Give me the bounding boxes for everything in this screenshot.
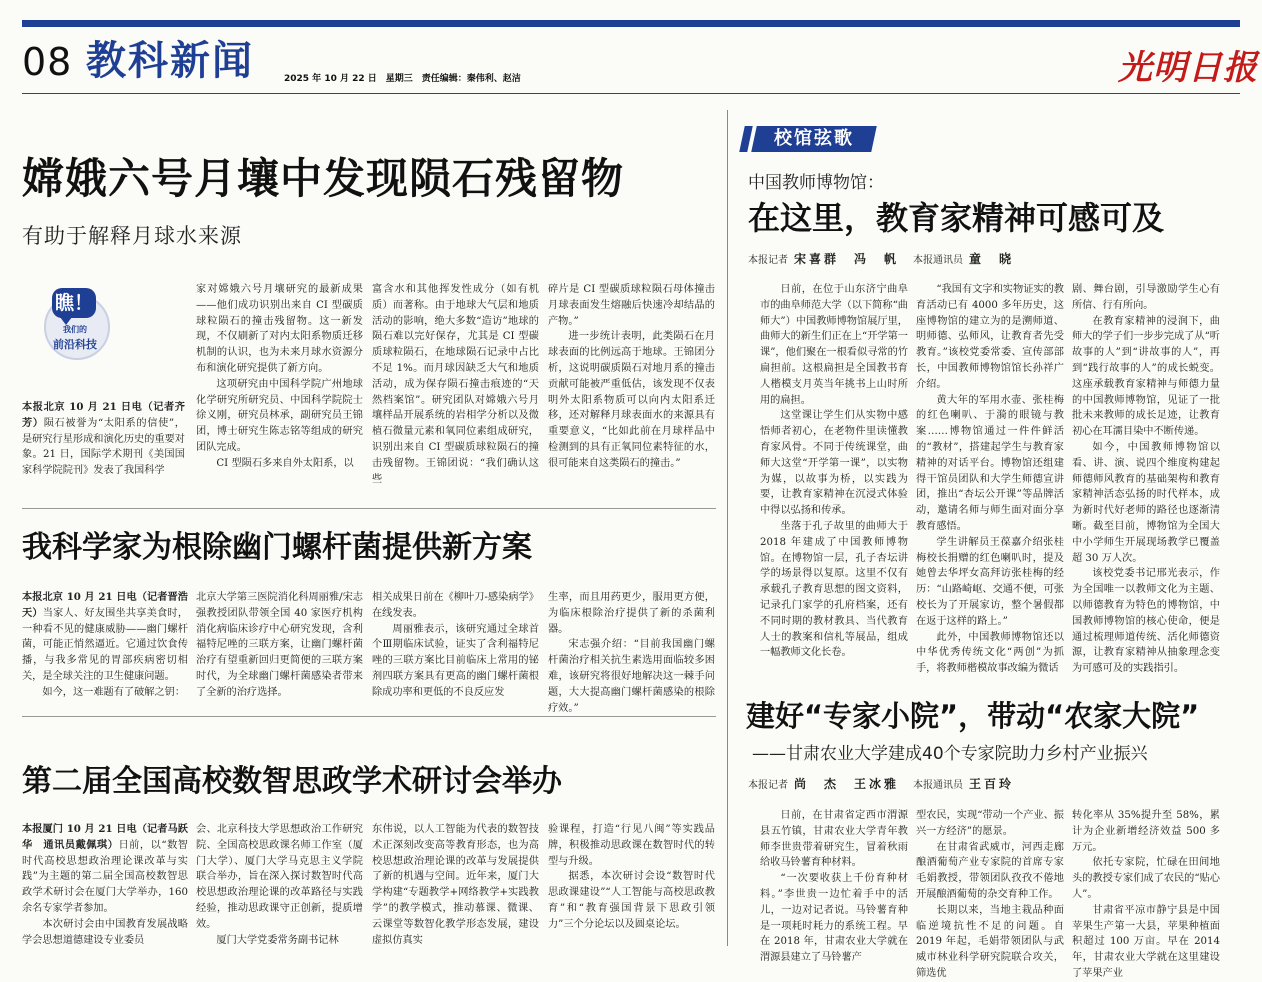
article5-col3 <box>1072 808 1220 979</box>
article4-kicker: 中国教师博物馆： <box>748 173 884 193</box>
paragraph: 验课程，打造“行见八闽”等实践品牌，积极推动思政课在数智时代的转型与升级。 <box>548 824 715 867</box>
paragraph: 北京大学第三医院消化科周丽雅/宋志强教授团队带领全国 40 家医疗机构消化病临床诊疗中心研究发现，含利福特尼唑的三联方案，让幽门螺杆菌治疗有望重新回归更简便的三联方案时代，为全球幽门螺杆菌感染者带来了全新的治疗选择。 <box>196 592 363 698</box>
paragraph: 依托专家院，忙碌在田间地头的教授专家们成了农民的“贴心人”。 <box>1072 857 1220 900</box>
badge-speech-bubble: 瞧！ <box>52 288 96 318</box>
article2-headline: 我科学家为根除幽门螺杆菌提供新方案 <box>22 530 532 565</box>
newspaper-masthead: 光明日报 <box>1118 48 1258 88</box>
page-number: 08 <box>22 40 73 84</box>
column-tag <box>742 124 890 154</box>
article1-headline: 嫦娥六号月壤中发现陨石残留物 <box>22 154 625 203</box>
paragraph: 长期以来，当地主栽品种面临逆境抗性不足的问题。自 2019 年起，毛娟带领团队与武威市林业科学研究院联合攻关，筛选优 <box>916 904 1064 979</box>
paragraph: 东伟说，以人工智能为代表的数智技术正深刻改变高等教育形态，也为高校思想政治理论课的改革与发展提供了新的机遇与空间。近年来，厦门大学构建“专题教学+网络教学+实践教学”的教学模式，推动慕课、微课、云课堂等数智化教学形态发展，建设虚拟仿真实 <box>372 824 539 946</box>
paragraph: 本报厦门 10 月 21 日电（记者马跃华 通讯员戴佩琪）日前，以“数智时代高校思想政治理论课改革与实践”为主题的第二届全国高校数智思政学术研讨会在厦门大学举办，160 余名专家学者参加。 <box>22 823 188 914</box>
paragraph: 在甘肃省武威市，河西走廊酿酒葡萄产业专家院的首席专家毛娟教授，带领团队孜孜不倦地开展酿酒葡萄的杂交育种工作。 <box>916 841 1064 900</box>
paragraph: 黄大年的军用水壶、张桂梅的红色喇叭、于漪的眼镜与教案……博物馆通过一件件鲜活的“教材”，搭建起学生与教育家精神的对话平台。博物馆还组建得干馆员团队和大学生师德宣讲团，推出“杏坛公开课”等品牌活动，邀请名师与师生面对面分享教育感悟。 <box>916 394 1064 532</box>
article4-byline: 本报记者 宋喜群 冯 帆 本报通讯员 童 晓 <box>748 252 1015 266</box>
header-divider <box>22 93 1240 94</box>
article2-col1 <box>22 590 188 710</box>
article4-col3 <box>1072 282 1220 675</box>
paragraph: 在教育家精神的浸润下，曲师大的学子们一步步完成了从“听故事的人”到“讲故事的人”，再到“践行故事的人”的成长蜕变。这座承载教育家精神与师德力量的中国教师博物馆，见证了一批批未来教师的成长足迹，让教育初心在耳濡目染中不断传递。 <box>1072 315 1220 438</box>
article5-headline: 建好“专家小院”，带动“农家大院” <box>746 699 1200 733</box>
paragraph: 据悉，本次研讨会设“数智时代思政课建设”“人工智能与高校思政教育”和“教育强国背景下思政引领力”三个分论坛以及圆桌论坛。 <box>548 871 715 930</box>
paragraph: “我国有文字和实物证实的教育活动已有 4000 多年历史，这座博物馆的建立为的是溯师道、明师德、弘师风，让教育者先受教育。”该校党委常委、宣传部部长，中国教师博物馆馆长孙祥广介绍。 <box>916 284 1064 390</box>
paragraph: 学生讲解员王葆嘉介绍张桂梅校长捐赠的红色喇叭时，提及她曾去华坪女高拜访张桂梅的经历：“山路崎岖、交通不便，可张校长为了开展家访，整个暑假都在返于这样的路上。” <box>916 536 1064 627</box>
divider <box>22 508 716 509</box>
article1-col4 <box>548 282 715 492</box>
article3-col3 <box>372 822 539 946</box>
paragraph: 周丽雅表示，该研究通过全球首个Ⅲ期临床试验，证实了含利福特尼唑的三联方案比目前临床上常用的铋剂四联方案具有更高的幽门螺杆菌根除成功率和更低的不良反应发 <box>372 623 539 698</box>
paragraph: 会、北京科技大学思想政治工作研究院、全国高校思政课名师工作室（厦门大学）、厦门大学马克思主义学院联合举办，旨在深入探讨数智时代高校思想政治理论课的改革路径与实践经验，推动思政课守正创新，提质增效。 <box>196 824 363 930</box>
article1-col1 <box>22 400 185 490</box>
paragraph: 厦门大学党委常务副书记林 <box>216 934 339 946</box>
article2-col3 <box>372 590 539 710</box>
paragraph: “一次要收获上千份育种材料。”李世贵一边忙着手中的活儿，一边对记者说。马铃薯育种是一项耗时耗力的系统工程。早在 2018 年，甘肃农业大学就在渭源县建立了马铃薯产 <box>760 873 908 964</box>
article1-subtitle: 有助于解释月球水来源 <box>22 224 242 248</box>
paragraph: 本报北京 10 月 21 日电（记者齐芳）陨石被誉为“太阳系的信使”，是研究行星形成和演化历史的重要对象。21 日，国际学术期刊《美国国家科学院院刊》发表了我国科学 <box>22 401 185 477</box>
paragraph: 如今，中国教师博物馆以看、讲、演、说四个维度构建起师德师风教育的基础架构和教育家精神活态弘扬的时代样本，成为新时代好老师的路径也逐渐清晰。截至目前，博物馆为全国大中小学师生开展现场教学已覆盖超 30 万人次。 <box>1072 441 1220 564</box>
paragraph: 此外，中国教师博物馆还以中华优秀传统文化“两创”为抓手，将教师楷模故事改编为微话 <box>916 631 1064 675</box>
article4-col2 <box>916 282 1064 675</box>
paragraph: 这项研究由中国科学院广州地球化学研究所研究员、中国科学院院士徐义刚，研究员林承，副研究员王锦团，博士研究生陈志铭等组成的研究团队完成。 <box>196 378 363 453</box>
article1-col2 <box>196 282 363 492</box>
paragraph: 本报北京 10 月 21 日电（记者晋浩天）当家人、好友围坐共享美食时，一种看不见的健康威胁——幽门螺杆菌，可能正悄然逼近。它通过饮食传播，与我多常见的胃部疾病密切相关，是全球关注的卫生健康问题。 <box>22 591 189 682</box>
article3-col4 <box>548 822 715 946</box>
article3-headline: 第二届全国高校数智思政学术研讨会举办 <box>22 764 562 799</box>
paragraph: 本次研讨会由中国教育发展战略学会思想道德建设专业委员 <box>22 918 188 946</box>
article4-col1 <box>760 282 908 659</box>
top-rule-bar <box>22 20 1240 27</box>
paragraph: 富含水和其他挥发性成分（如有机质）而著称。由于地球大气层和地质活动的影响，绝大多数“造访”地球的陨石难以完好保存，尤其是 CI 型碳质球粒陨石，在地球陨石记录中占比不足 1%。而月球因缺乏大气和地质活动，成为保存陨石撞击痕迹的“天然档案馆”。研究团队对嫦娥六号月壤样品开展系统的岩相学分析以及微植石微量元素和氧同位素组成研究，识别出来自 CI 型碳质球粒陨石的撞击残留物。王锦团说：“我们确认这些 <box>372 284 539 485</box>
article2-col4 <box>548 590 715 714</box>
badge-line2: 前沿科技 <box>53 338 97 351</box>
paragraph: 如今，这一难题有了破解之钥： <box>42 686 186 698</box>
article5-col2 <box>916 808 1064 979</box>
badge-line1: 我们的 <box>63 325 87 334</box>
tag-accent-bar <box>739 126 753 152</box>
paragraph: 坐落于孔子故里的曲师大于 2018 年建成了中国教师博物馆。在博物馆一层，孔子杏坛讲学的场景得以复原。这里不仅有承载孔子教育思想的图文资料，记录孔门家学的孔府档案，还有不同时期的教材教具、当代教育人士的教案和信札等展品，组成一幅教师文化长卷。 <box>760 520 908 659</box>
paragraph: 日前，在位于山东济宁曲阜市的曲阜师范大学（以下简称“曲师大”）中国教师博物馆展厅里，曲师大的新生们正在上“开学第一课”，他们聚在一根看似寻常的竹扁担前。这根扁担是全国教书育人楷模支月英当年挑书上山时所用的扁担。 <box>760 284 908 406</box>
divider <box>22 716 716 717</box>
paragraph: 生率，而且用药更少，服用更方便，为临床根除治疗提供了新的杀菌利器。 <box>548 592 715 635</box>
paragraph: 甘肃省平凉市静宁县是中国苹果生产第一大县，苹果种植面积超过 100 万亩。早在 2014 年，甘肃农业大学就在这里建设了苹果产业 <box>1072 904 1220 979</box>
article4-headline: 在这里，教育家精神可感可及 <box>748 199 1165 237</box>
paragraph: 转化率从 35%提升至 58%，累计为企业新增经济效益 500 多万元。 <box>1072 810 1220 853</box>
article3-col1 <box>22 822 188 946</box>
paragraph: 这堂课让学生们从实物中感悟师者初心，在老物件里读懂教育家风骨。不同于传统课堂，曲师大这堂“开学第一课”，以实物为媒，以故事为桥，以实践为要，让教育家精神在沉浸式体验中得以弘扬和传承。 <box>760 410 908 517</box>
tag-box: 校馆弦歌 <box>751 126 877 152</box>
date-editor-info: 2025 年 10 月 22 日 星期三 责任编辑：秦伟利、赵洁 <box>284 74 521 84</box>
paragraph: 家对嫦娥六号月壤研究的最新成果——他们成功识别出来自 CI 型碳质球粒陨石的撞击残留物。这一新发现，不仅刷新了对内太阳系物质迁移机制的认识，也为未来月球水资源分布和演化研究提供了新方向。 <box>196 284 363 374</box>
article1-col3 <box>372 282 539 492</box>
section-title: 教科新闻 <box>86 38 254 84</box>
paragraph: 碎片是 CI 型碳质球粒陨石母体撞击月球表面发生熔融后快速冷却结晶的产物。” <box>548 284 715 327</box>
article3-col2 <box>196 822 363 946</box>
paragraph: 型农民，实现“带动一个产业、振兴一方经济”的愿景。 <box>916 810 1064 837</box>
paragraph: 宋志强介绍：“目前我国幽门螺杆菌治疗相关抗生素选用面临较多困难，该研究将很好地解决这一棘手问题，大大提高幽门螺杆菌感染的根除疗效。” <box>548 639 715 714</box>
article5-subtitle: ——甘肃农业大学建成40个专家院助力乡村产业振兴 <box>752 744 1148 764</box>
paragraph: 日前，在甘肃省定西市渭源县五竹镇，甘肃农业大学青年教师李世贵带着研究生，冒着秋雨给收马铃薯育种材料。 <box>760 810 908 869</box>
paragraph: 该校党委书记邢光表示，作为全国唯一以教师文化为主题、以师德教育为特色的博物馆，中国教师博物馆的核心使命，便是通过梳理师道传统、活化师德资源，让教育家精神从抽象理念变为可感可及的实践指引。 <box>1072 568 1220 675</box>
article5-byline: 本报记者 尚 杰 王冰雅 本报通讯员 王百玲 <box>748 777 1015 791</box>
article2-col2 <box>196 590 363 710</box>
paragraph: 进一步统计表明，此类陨石在月球表面的比例远高于地球。王锦团分析，这说明碳质陨石对地月系的撞击贡献可能被严重低估，该发现不仅表明外太阳系物质可以向内太阳系迁移，还对解释月球表面水的来源具有重要意义，“比如此前在月球样品中检测到的具有正氧同位素特征的水，很可能来自这类陨石的撞击。” <box>548 331 715 469</box>
paragraph: 剧、舞台剧，引导激励学生心有所信、行有所向。 <box>1072 284 1220 311</box>
paragraph: CI 型陨石多来自外太阳系，以 <box>216 457 354 469</box>
article5-col1 <box>760 808 908 964</box>
paragraph: 相关成果日前在《柳叶刀-感染病学》在线发表。 <box>372 592 539 619</box>
column-divider <box>727 110 728 946</box>
frontier-tech-badge <box>40 288 110 358</box>
